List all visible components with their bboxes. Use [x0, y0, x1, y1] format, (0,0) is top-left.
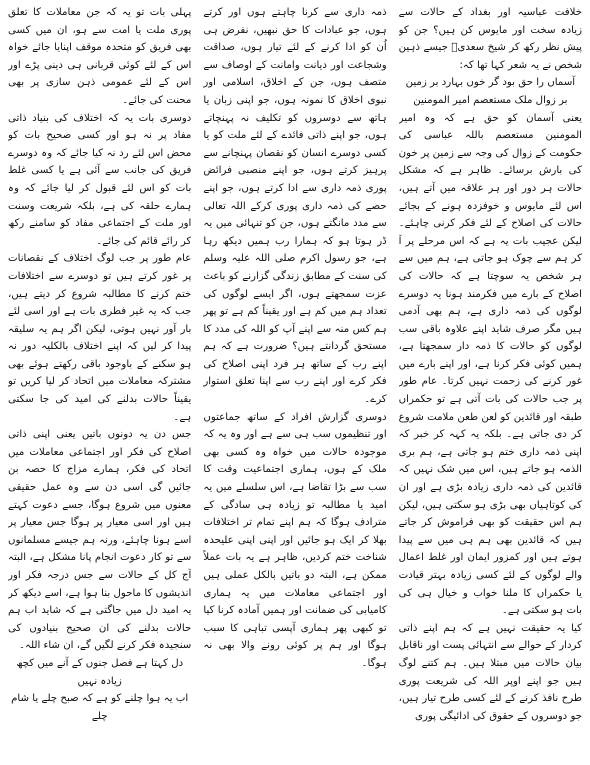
paragraph: کیا یہ حقیقت نہیں ہے کہ ہم اپنے ذاتی کردار کے حوالے سے انتہائی پست اور ناقابل بیان حالات میں مبتلا ہیں۔ ہم کتنے لوگ ہیں جو اپنے اوپر اللہ کی شریعت پوری طرح نافذ کرنے کے لئے کسی طرح تیار ہیں، جو دوسروں کے حقوق کی ادائیگی پوری — [398, 622, 582, 722]
paragraph: عام طور پر جب لوگ اختلاف کے نقصانات پر غور کرتے ہیں تو دوسرے سے اختلافات ختم کرنے کا مطالبہ شروع کر دیتے ہیں، جب کہ یہ غیر فطری بات ہے اور اسی لئے بار آور نہیں ہوتی، لیکن اگر ہم یہ سلیقہ پیدا کر لیں کہ اپنے اختلاف بالکلیہ دور نہ ہو سکنے کے باوجود باقی رکھتے ہوئے بھی مشترکہ معاملات میں اتحاد کر لیا کریں تو یقیناً حالات بدلنے کی امید کی جا سکتی ہے۔ — [8, 253, 192, 423]
column-left — [8, 4, 191, 761]
column-middle — [203, 4, 386, 761]
paragraph: جس دن یہ دونوں باتیں یعنی اپنی ذاتی اصلاح کی فکر اور اجتماعی معاملات میں اتحاد کی فکر، ہمارے مزاج کا حصہ بن جائیں گی اسی دن سے وہ عمل حقیقی معنوں میں شروع ہوگا، جسے دعوت کہتے ہیں اور اسی معیار پر ہوگا جس معیار پر اسے ہونا چاہئے، ورنہ ہم جیسے مسلمانوں سے تو کار دعوت انجام پانا مشکل ہے، البتہ آج کل کے حالات سے جس درجہ فکر اور اندیشوں کا ماحول بنا ہوا ہے، اسے دیکھ کر یہ امید دل میں جاگتی ہے کہ شاید اب ہم حالات بدلنے کی ان صحیح بنیادوں کی سنجیدہ فکر کرنے لگیں گے، ان شاء اللہ۔ — [8, 429, 192, 652]
verse-line: اب یہ ہوا چلنے کو ہے کہ صبح چلے یا شام چلے — [11, 693, 189, 722]
verse-line: دل کہتا ہے فصل جنوں کے آنے میں کچھ زیادہ نہیں — [16, 657, 184, 687]
verse-line: آسماں را حق بود گر خوں بہارد بر زمین — [405, 77, 576, 89]
paragraph: یعنی آسمان کو حق ہے کہ وہ امیر المومنین مستعصم باللہ عباسی کی حکومت کے زوال کی وجہ سے زمین پر خون کی بارش برسائے۔ ظاہر ہے کہ مشکل حالات ہر دور اور ہر علاقہ میں آتے ہیں، اس لئے مایوس و خوفزدہ ہونے کے بجائے حالات کی اصلاح کے لئے فکر کرنی چاہئے۔ لیکن عجیب بات یہ ہے کہ اس مرحلے پر آ کر ہم سے چوک ہو جاتی ہے، ہم میں سے ہر شخص یہ سوچتا ہے کہ حالات کی اصلاح کے بارے میں فکرمند ہونا یہ دوسرے لوگوں کی ذمہ داری ہے، ہم بھی آدمی ہیں مگر صرف شاید اپنے علاوہ باقی سب لوگوں کو حالات کا ذمہ دار سمجھتا ہے، ہمیں کوئی فکر کرنا ہے، اور اپنے بارے میں غور کرنے کی زحمت نہیں کرتا۔ عام طور پر جب حالات کی بات آتی ہے تو حکمراں طبقہ اور قائدین کو لعن طعن ملامت شروع کر دی جاتی ہے۔ بلکہ یہ کہہ کر خبر کہ اپنی ذمہ داری ختم ہو جاتی ہے، ہم بری الذمہ ہو جاتے ہیں، اس میں شک نہیں کہ قائدین کی ذمہ داری زیادہ بڑی ہے اور ان کی کوتاہیاں بھی بڑی ہو سکتی ہیں، لیکن ہم اس حقیقت کو بھی فراموش کر جاتے ہیں کہ قائدین بھی ہم ہی میں سے پیدا ہوتے ہیں اور کمزور ایمان اور غلط اعمال والے لوگوں کے لئے کسی زیادہ بہتر قیادت یا حکمراں کا ملنا خواب و خیال ہی کی بات ہو سکتی ہے۔ — [398, 112, 582, 617]
paragraph: خلافت عباسیہ اور بغداد کے حالات سے زیادہ سخت اور مایوس کن ہیں؟ جن کو پیش نظر رکھ کر شیخ سعدیؒ جیسے ذہین شخص نے یہ شعر کہا تھا کہ: — [398, 7, 582, 71]
paragraph: دوسری گزارش افراد کے ساتھ جماعتوں اور تنظیموں سب ہی سے ہے اور وہ یہ کہ موجودہ حالات میں خواہ وہ کسی بھی ملک کے ہوں، ہماری اجتماعیت وقت کا سب سے بڑا تقاضا ہے، اس سلسلے میں یہ امید یا مطالبہ تو زیادہ ہی سادگی کے مترادف ہوگا کہ ہم اپنے تمام تر اختلافات بھلا کر ایک ہو جائیں اور اپنی اپنی علیحدہ شناخت ختم کردیں، ظاہر ہے یہ بات عملاً ممکن ہے، البتہ دو باتیں بالکل عملی ہیں اور اجتماعی معاملات میں یہ ہماری کامیابی کی ضمانت اور ہمیں آمادہ کرنا کیا تو کبھی پھر ہماری آپسی تباہی کا سبب ہوگا اور ہم پر کوئی رونے والا بھی نہ ہوگا۔ — [203, 411, 387, 669]
paragraph: ذمہ داری سے کرنا چاہتے ہوں اور کرتے ہوں، جو عبادات کا حق نبھیں، نفرض ہی اُن کو ادا کرنے کے لئے تیار ہوں، صداقت وشجاعت اور دیانت وامانت کے اوصاف سے متصف ہوں، جن کے اخلاق، اسلامی اور نبوی اخلاق کا نمونہ ہوں، جو اپنی زبان یا ہاتھ سے دوسروں کو تکلیف نہ پہنچاتے ہوں، جو اپنے ذاتی فائدے کے لئے ملت کو یا کسی دوسرے انسان کو نقصان پہنچانے سے پرہیز کرتے ہوں، جو اپنے منصبی فرائض پوری ذمہ داری سے ادا کرتے ہوں، جو اپنے حصے کی ذمہ داری پوری کرکے اللہ تعالی سے مدد مانگتے ہوں، جن کو تنہائی میں یہ ڈر ہوتا ہو کہ ہمارا رب ہمیں دیکھ رہا ہے، جو رسول اکرم صلی اللہ علیہ وسلم کی سنت کے مطابق زندگی گزارنے کو باعث عزت سمجھتے ہوں، اگر ایسے لوگوں کی تعداد ہم میں کم ہے اور یقیناً کم ہے تو پھر ہم کس منہ سے اپنے آپ کو اللہ کی مدد کا مستحق گردانتے ہیں؟ ضرورت ہے کہ ہم اپنے رب کے ساتھ ہر فرد اپنی اصلاح کی فکر کرے اور اپنے رب سے اپنا تعلق استوار کرے۔ — [203, 7, 387, 406]
paragraph: پہلی بات تو یہ کہ جن معاملات کا تعلق پوری ملت یا امت سے ہو، ان میں کسی بھی فریق کو متحدہ موقف اپنایا جائے خواہ اس کے لئے کوئی قربانی ہی دینی پڑے اور اس کے لئے عمومی ذہن سازی پر بھی محنت کی جائے۔ — [8, 7, 192, 106]
column-right — [399, 4, 582, 761]
verse-line: بر زوال ملک مستعصم امیر المومنین — [413, 94, 568, 106]
paragraph: دوسری بات یہ کہ اختلاف کی بنیاد ذاتی مفاد پر نہ ہو اور کسی صحیح بات کو محض اس لئے رد نہ کیا جائے کہ وہ دوسرے فریق کی جانب سے آئی ہے یا کسی غلط بات کو اس لئے قبول کر لیا جائے کہ وہ ہمارے حلقہ کی ہے، بلکہ شریعت وسنت اور ملت کے اجتماعی مفاد کو سامنے رکھ کر رائے قائم کی جائے۔ — [8, 112, 192, 247]
